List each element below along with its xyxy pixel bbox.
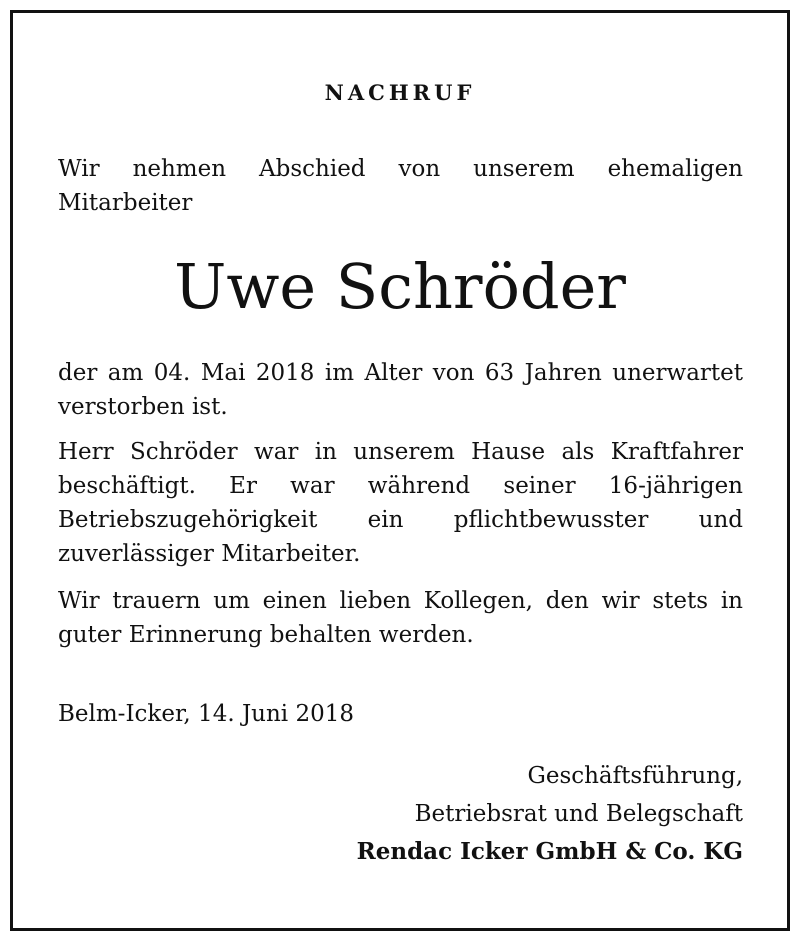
- deceased-name: Uwe Schröder: [174, 250, 626, 323]
- signature-line-council: Betriebsrat und Belegschaft: [414, 801, 743, 827]
- place-date: Belm-Icker, 14. Juni 2018: [58, 701, 354, 727]
- paragraph-employment: Herr Schröder war in unserem Hause als Kraftfahrer beschäftigt. Er war während seiner 16-jährigen Betriebszugehörigkeit ein pflichtbewusster und zuverlässiger Mitarbeiter.: [58, 439, 743, 567]
- paragraph-death-info: der am 04. Mai 2018 im Alter von 63 Jahren unerwartet verstorben ist.: [58, 360, 743, 420]
- paragraph-mourning: Wir trauern um einen lieben Kollegen, den wir stets in guter Erinnerung behalten werden.: [58, 588, 743, 648]
- intro-text: Wir nehmen Abschied von unserem ehemaligen Mitarbeiter: [58, 156, 743, 216]
- company-name: Rendac Icker GmbH & Co. KG: [356, 838, 743, 865]
- notice-heading: NACHRUF: [324, 80, 476, 105]
- signature-block: [58, 757, 743, 871]
- signature-line-management: Geschäftsführung,: [527, 763, 743, 789]
